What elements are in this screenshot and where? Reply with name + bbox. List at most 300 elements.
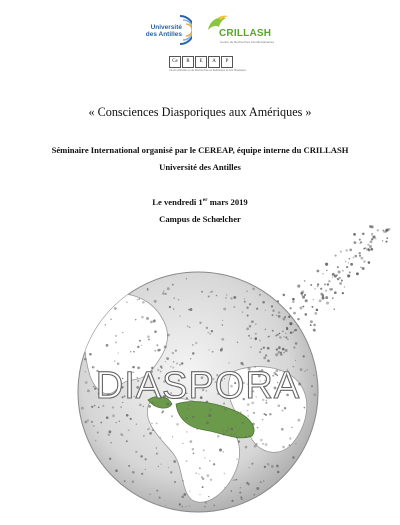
- globe-dot: [223, 308, 226, 311]
- flying-dot: [322, 295, 324, 297]
- globe-dot: [158, 497, 160, 499]
- globe-dot: [291, 427, 292, 428]
- globe-dot: [222, 324, 223, 325]
- globe-dot: [187, 325, 188, 326]
- flying-dot: [267, 347, 270, 350]
- flying-dot: [386, 241, 388, 243]
- globe-dot: [206, 474, 209, 477]
- globe-dot: [167, 287, 170, 290]
- globe-dot: [204, 506, 206, 508]
- globe-dot: [224, 487, 226, 489]
- globe-dot: [195, 342, 197, 344]
- flying-dot: [267, 359, 270, 362]
- globe-dot: [222, 320, 223, 321]
- globe-dot: [252, 288, 255, 291]
- globe-dot: [208, 414, 211, 417]
- flying-dot: [327, 283, 329, 285]
- globe-dot: [236, 436, 238, 438]
- flying-dot: [314, 288, 316, 290]
- flying-dot: [371, 233, 373, 235]
- globe-dot: [122, 332, 123, 333]
- flying-dot: [278, 311, 280, 313]
- flying-dot: [280, 353, 282, 355]
- globe-dot: [208, 295, 210, 297]
- flying-dot: [293, 312, 296, 315]
- globe-dot: [172, 284, 174, 286]
- flying-dot: [332, 297, 334, 299]
- flying-dot: [363, 260, 365, 262]
- flying-dot: [354, 241, 357, 244]
- globe-dot: [173, 460, 176, 463]
- flying-dot: [329, 288, 332, 291]
- globe-dot: [259, 294, 261, 296]
- globe-dot: [126, 414, 129, 417]
- globe-dot: [263, 357, 266, 360]
- globe-dot: [222, 433, 225, 436]
- globe-dot: [213, 505, 215, 507]
- flying-dot: [310, 324, 312, 326]
- globe-dot: [172, 352, 174, 354]
- flying-dot: [283, 294, 286, 297]
- flying-dot: [324, 283, 326, 285]
- globe-dot: [154, 350, 156, 352]
- flying-dot: [319, 299, 322, 302]
- globe-dot: [110, 319, 112, 321]
- globe-dot: [168, 467, 170, 469]
- globe-dot: [172, 436, 173, 437]
- globe-dot: [169, 306, 171, 308]
- globe-dot: [130, 418, 132, 420]
- globe-dot: [89, 353, 92, 356]
- globe-dot: [149, 432, 152, 435]
- globe-dot: [230, 297, 232, 299]
- globe-dot: [272, 314, 274, 316]
- globe-dot: [226, 294, 227, 295]
- flying-dot: [313, 299, 315, 301]
- globe-dot: [150, 321, 153, 324]
- globe-dot: [137, 346, 140, 349]
- flying-dot: [337, 278, 340, 281]
- globe-dot: [224, 473, 226, 475]
- flying-dot: [341, 280, 343, 282]
- globe-dot: [201, 291, 203, 293]
- globe-dot: [206, 422, 209, 425]
- flying-dot: [372, 235, 375, 238]
- flying-dot: [377, 229, 379, 231]
- globe-dot: [97, 431, 99, 433]
- globe-dot: [236, 458, 238, 460]
- globe-dot: [140, 455, 142, 457]
- globe-dot: [189, 505, 191, 507]
- globe-dot: [295, 443, 296, 444]
- globe-dot: [84, 358, 86, 360]
- flying-dot: [332, 277, 333, 278]
- globe-dot: [100, 422, 102, 424]
- flying-dot: [278, 351, 281, 354]
- globe-dot: [176, 423, 178, 425]
- flying-dot: [346, 249, 348, 251]
- globe-dot: [149, 494, 151, 496]
- flying-dot: [342, 292, 344, 294]
- flying-dot: [260, 348, 262, 350]
- flying-dot: [279, 348, 280, 349]
- globe-dot: [87, 390, 90, 393]
- flying-dot: [344, 286, 345, 287]
- flying-dot: [349, 271, 351, 273]
- flying-dot: [305, 299, 308, 302]
- globe-dot: [199, 322, 201, 324]
- seminar-description: Séminaire International organisé par le CEREAP, équipe interne du CRILLASH: [51, 145, 349, 155]
- globe-dot: [163, 290, 164, 291]
- globe-dot: [255, 443, 257, 445]
- globe-dot: [256, 487, 259, 490]
- flying-dot: [328, 280, 331, 283]
- globe-dot: [260, 439, 263, 442]
- globe-dot: [289, 437, 291, 439]
- globe-dot: [165, 505, 166, 506]
- flying-dot: [283, 352, 284, 353]
- date-ordinal: er: [202, 197, 208, 204]
- globe-dot: [234, 433, 236, 435]
- globe-dot: [244, 301, 246, 303]
- flying-dot: [349, 249, 352, 252]
- globe-dot: [206, 327, 208, 329]
- globe-dot: [262, 419, 264, 421]
- globe-dot: [204, 457, 205, 458]
- globe-dot: [179, 503, 181, 505]
- flying-dot: [285, 336, 287, 338]
- globe-dot: [263, 480, 264, 481]
- globe-dot: [189, 326, 191, 328]
- flying-dot: [337, 266, 339, 268]
- globe-dot: [240, 487, 241, 488]
- globe-dot: [148, 428, 150, 430]
- globe-dot: [252, 423, 255, 426]
- globe-dot: [198, 473, 199, 474]
- flying-dot: [290, 307, 292, 309]
- globe-dot: [126, 302, 127, 303]
- globe-dot: [186, 278, 187, 279]
- flying-dot: [386, 237, 388, 239]
- flying-dot: [363, 248, 365, 250]
- flying-dot: [313, 324, 316, 327]
- globe-dot: [228, 428, 229, 429]
- globe-dot: [255, 333, 257, 335]
- globe-dot: [196, 428, 197, 429]
- globe-dot: [158, 349, 161, 352]
- globe-dot: [276, 465, 279, 468]
- globe-dot: [190, 358, 191, 359]
- flying-dot: [362, 267, 365, 270]
- globe-dot: [192, 344, 193, 345]
- flying-dot: [287, 339, 288, 340]
- flying-dot: [310, 320, 313, 323]
- globe-dot: [248, 467, 249, 468]
- globe-dot: [124, 480, 126, 482]
- globe-dot: [185, 506, 186, 507]
- globe-dot: [138, 298, 140, 300]
- globe-dot: [109, 458, 112, 461]
- globe-dot: [254, 445, 257, 448]
- globe-dot: [108, 430, 111, 433]
- date-suffix: mars 2019: [207, 197, 248, 207]
- flying-dot: [297, 318, 299, 320]
- flying-dot: [276, 314, 278, 316]
- globe-dot: [186, 431, 187, 432]
- flying-dot: [326, 301, 329, 304]
- flying-dot: [265, 354, 267, 356]
- diaspora-word: DIASPORA: [95, 365, 301, 407]
- globe-dot: [114, 307, 117, 310]
- flying-dot: [317, 286, 319, 288]
- flying-dot: [312, 306, 313, 307]
- globe-dot: [137, 299, 139, 301]
- globe-dot: [130, 351, 131, 352]
- flying-dot: [285, 349, 288, 352]
- flying-dot: [359, 243, 360, 244]
- globe-dot: [282, 446, 285, 449]
- globe-dot: [242, 311, 243, 312]
- globe-dot: [253, 412, 255, 414]
- globe-dot: [126, 440, 128, 442]
- globe-dot: [182, 480, 183, 481]
- globe-dot: [115, 469, 118, 472]
- flying-dot: [353, 257, 355, 259]
- globe-dot: [264, 466, 266, 468]
- globe-dot: [217, 435, 220, 438]
- globe-dot: [91, 406, 93, 408]
- globe-dot: [192, 416, 195, 419]
- globe-dot: [93, 425, 95, 427]
- flying-dot: [317, 283, 319, 285]
- flying-dot: [293, 346, 295, 348]
- globe-dot: [247, 315, 249, 317]
- flying-dot: [345, 261, 347, 263]
- globe-dot: [182, 443, 183, 444]
- cereap-letter: A: [208, 56, 220, 68]
- flying-dot: [310, 284, 312, 286]
- globe-dot: [233, 296, 236, 299]
- globe-dot: [199, 467, 201, 469]
- globe-dot: [199, 494, 200, 495]
- globe-dot: [265, 329, 266, 330]
- globe-dot: [228, 362, 229, 363]
- flying-dot: [371, 248, 374, 251]
- globe-dot: [304, 407, 306, 409]
- globe-dot: [202, 486, 204, 488]
- flying-dot: [277, 300, 279, 302]
- globe-dot: [185, 417, 187, 419]
- globe-dot: [314, 394, 316, 396]
- globe-dot: [239, 428, 240, 429]
- globe-dot: [87, 419, 89, 421]
- globe-dot: [246, 290, 247, 291]
- globe-dot: [234, 479, 236, 481]
- globe-dot: [202, 478, 204, 480]
- globe-dot: [156, 422, 158, 424]
- flying-dot: [297, 325, 298, 326]
- globe-dot: [237, 342, 238, 343]
- globe-dot: [154, 300, 157, 303]
- globe-dot: [208, 496, 209, 497]
- globe-dot: [219, 449, 222, 452]
- globe-dot: [241, 422, 244, 425]
- globe-dot: [179, 315, 181, 317]
- globe-dot: [156, 452, 158, 454]
- globe-dot: [165, 293, 167, 295]
- globe-dot: [265, 310, 266, 311]
- flying-dot: [251, 320, 254, 323]
- globe-dot: [247, 415, 248, 416]
- flying-dot: [371, 238, 373, 240]
- globe-dot: [141, 345, 142, 346]
- university-logo-line1: Université: [150, 24, 182, 31]
- globe-dot: [110, 442, 112, 444]
- flying-dot: [332, 273, 335, 276]
- flying-dot: [340, 251, 342, 253]
- globe-dot: [167, 334, 170, 337]
- globe-dot: [256, 308, 258, 310]
- globe-dot: [152, 429, 154, 431]
- globe-dot: [281, 428, 284, 431]
- globe-dot: [171, 415, 173, 417]
- flying-dot: [359, 239, 361, 241]
- globe-dot: [240, 412, 241, 413]
- flying-dot: [292, 301, 294, 303]
- globe-dot: [246, 307, 248, 309]
- globe-dot: [196, 473, 197, 474]
- flying-dot: [349, 258, 351, 260]
- globe-dot: [232, 479, 234, 481]
- globe-dot: [105, 324, 106, 325]
- globe-dot: [271, 465, 274, 468]
- flying-dot: [360, 266, 362, 268]
- globe-dot: [249, 435, 250, 436]
- flying-dot: [347, 274, 350, 277]
- flying-dot: [350, 263, 353, 266]
- flying-dot: [313, 329, 316, 332]
- globe-dot: [272, 309, 274, 311]
- globe-dot: [279, 336, 282, 339]
- globe-dot: [135, 451, 137, 453]
- flying-dot: [342, 270, 344, 272]
- globe-dot: [306, 369, 308, 371]
- globe-dot: [249, 303, 251, 305]
- globe-dot: [209, 411, 210, 412]
- globe-dot: [173, 308, 174, 309]
- flying-dot: [275, 353, 278, 356]
- globe-dot: [165, 361, 166, 362]
- globe-dot: [156, 447, 157, 448]
- globe-dot: [128, 429, 130, 431]
- flying-dot: [369, 225, 372, 228]
- globe-dot: [119, 421, 120, 422]
- globe-dot: [213, 463, 215, 465]
- flying-dot: [297, 285, 300, 288]
- globe-dot: [232, 409, 234, 411]
- globe-dot: [175, 350, 177, 352]
- flying-dot: [286, 328, 288, 330]
- globe-dot: [283, 336, 284, 337]
- flying-dot: [268, 336, 269, 337]
- flying-dot: [259, 351, 261, 353]
- flying-dot: [263, 346, 265, 348]
- crillash-subtitle: Centre de Recherches Interdisciplinaires: [220, 40, 275, 44]
- globe-dot: [108, 433, 111, 436]
- flying-dot: [304, 294, 306, 296]
- globe-dot: [160, 463, 161, 464]
- globe-dot: [151, 422, 153, 424]
- globe-dot: [210, 409, 212, 411]
- globe-dot: [236, 479, 238, 481]
- globe-dot: [115, 422, 116, 423]
- globe-dot: [141, 316, 144, 319]
- globe-dot: [272, 330, 274, 332]
- globe-dot: [245, 436, 247, 438]
- globe-dot: [85, 381, 88, 384]
- globe-dot: [262, 443, 264, 445]
- flying-dot: [359, 255, 361, 257]
- globe-dot: [210, 479, 212, 481]
- globe-dot: [193, 452, 195, 454]
- flying-dot: [369, 245, 372, 248]
- flying-dot: [304, 280, 306, 282]
- globe-dot: [281, 409, 283, 411]
- globe-dot: [145, 469, 146, 470]
- flying-dot: [325, 290, 327, 292]
- globe-dot: [190, 440, 193, 443]
- globe-dot: [156, 490, 158, 492]
- globe-dot: [247, 410, 248, 411]
- flying-dot: [282, 330, 284, 332]
- globe-dot: [139, 340, 141, 342]
- globe-dot: [267, 463, 270, 466]
- flying-dot: [288, 316, 290, 318]
- flying-dot: [292, 298, 295, 301]
- globe-dot: [192, 448, 195, 451]
- globe-dot: [85, 371, 86, 372]
- flying-dot: [317, 270, 320, 273]
- globe-dot: [148, 339, 150, 341]
- flying-dot: [367, 244, 369, 246]
- flying-dot: [354, 255, 357, 258]
- globe-dot: [208, 332, 209, 333]
- cereap-letter: P: [221, 56, 233, 68]
- globe-dot: [259, 340, 261, 342]
- globe-dot: [115, 341, 117, 343]
- globe-dot: [305, 371, 306, 372]
- flying-dot: [302, 296, 305, 299]
- globe-dot: [269, 413, 271, 415]
- globe-dot: [106, 416, 109, 419]
- globe-dot: [161, 412, 163, 414]
- cereap-letter: R: [182, 56, 194, 68]
- globe-dot: [210, 291, 212, 293]
- globe-dot: [222, 430, 224, 432]
- globe-dot: [146, 317, 149, 320]
- globe-dot: [91, 421, 93, 423]
- globe-dot: [135, 319, 137, 321]
- flying-dot: [255, 339, 256, 340]
- flying-dot: [366, 249, 368, 251]
- globe-dot: [313, 374, 315, 376]
- event-place: Campus de Schœlcher: [159, 214, 241, 224]
- globe-dot: [166, 357, 169, 360]
- flying-dot: [276, 348, 278, 350]
- cereap-letter: E: [195, 56, 207, 68]
- globe-dot: [238, 440, 240, 442]
- flying-dot: [302, 306, 304, 308]
